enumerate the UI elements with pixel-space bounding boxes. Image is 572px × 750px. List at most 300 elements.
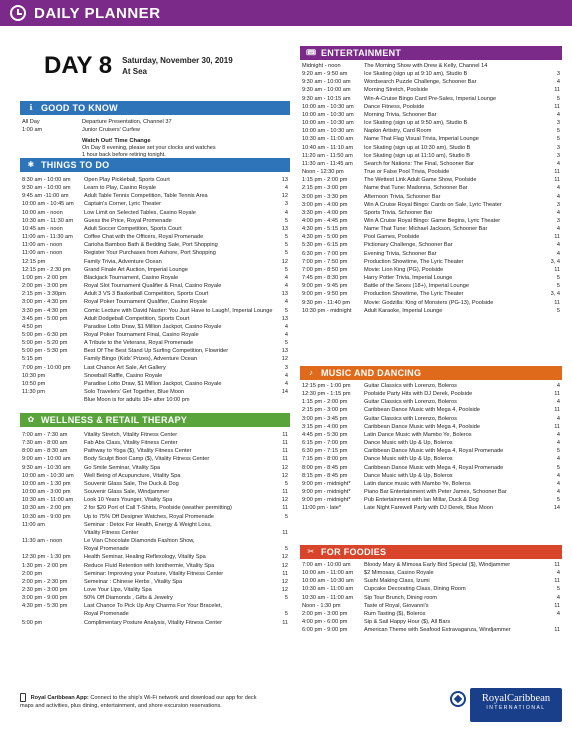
list-item — [22, 431, 288, 439]
list-item — [302, 299, 560, 307]
item-time: 4:30 pm - 5:15 pm — [302, 226, 348, 233]
item-deck: 11 — [554, 234, 560, 241]
item-time: 6:15 pm - 7:00 pm — [302, 440, 348, 447]
item-event: Movie: Lion King (PG), Poolside — [364, 266, 444, 273]
item-event: Latin dance music with Mambo Ye, Boleros — [364, 480, 471, 487]
list-item — [22, 176, 288, 184]
item-time: 4:00 pm - 4:45 pm — [302, 217, 348, 224]
item-time: 11:00 am - noon — [22, 242, 63, 249]
foodies-list — [302, 561, 560, 634]
item-time: 7:00 am - 10:00 am — [302, 562, 351, 568]
phone-icon — [20, 693, 26, 702]
item-deck: 5 — [556, 136, 560, 143]
item-deck: 5 — [556, 586, 560, 593]
item-deck: 3, 4 — [550, 258, 560, 265]
item-time: 10:30 am - 11:00 am — [22, 497, 74, 504]
list-item — [302, 86, 560, 94]
wellness-list — [22, 431, 288, 627]
list-item — [302, 488, 560, 496]
list-item — [22, 339, 288, 347]
item-time: 6:30 pm - 7:15 pm — [302, 448, 348, 455]
item-event: $2 Mimosas, Casino Royale — [364, 570, 434, 577]
fork-knife-icon: ✂ — [307, 547, 315, 556]
item-deck: 5 — [556, 307, 560, 314]
item-time: 9:30 am - 10:00 am — [302, 79, 351, 86]
item-deck: 3 — [556, 120, 560, 127]
item-deck: 4 — [556, 480, 560, 487]
item-time: 2:00 pm - 3:00 pm — [302, 610, 348, 617]
item-deck: 5 — [556, 95, 560, 102]
good-to-know-list — [22, 118, 288, 134]
item-time: 3:30 pm - 4:30 pm — [22, 307, 68, 314]
item-time: 10:00 am - 1:30 pm — [22, 480, 71, 487]
brand-logo: RoyalCaribbean INTERNATIONAL — [470, 688, 562, 722]
item-time: 8:30 am - 10:00 am — [22, 177, 71, 183]
item-time: 12:15 pm - 1:00 pm — [302, 383, 351, 389]
item-time: 10:00 am - 3:00 pm — [22, 489, 71, 496]
item-event: Dance Music with Up & Up, Boleros — [364, 456, 453, 463]
list-item — [302, 184, 560, 192]
item-deck — [546, 62, 560, 70]
item-deck: 11 — [554, 391, 560, 398]
list-item — [302, 95, 560, 103]
item-event: Reduce Fluid Retention with Ionithermie, Vitality Spa — [84, 562, 215, 569]
item-deck: 3 — [556, 201, 560, 208]
list-item — [22, 447, 288, 455]
item-deck: 3 — [284, 364, 288, 371]
item-deck: 5 — [284, 595, 288, 602]
list-item — [302, 241, 560, 249]
item-time: 7:00 pm - 7:50 pm — [302, 258, 348, 265]
item-event: Solo Travelers' Get Together, Blue Moon — [84, 389, 185, 396]
list-item — [22, 545, 288, 553]
item-event: Pub Entertainment with Ian Millar, Duck & Dog — [364, 497, 479, 504]
list-item — [22, 298, 288, 306]
list-item — [302, 274, 560, 282]
list-item — [302, 250, 560, 258]
item-deck: 4 — [284, 380, 288, 387]
item-deck: 11 — [554, 602, 560, 609]
item-time: 6:00 pm - 9:00 pm — [302, 627, 348, 634]
item-deck: 12 — [281, 464, 288, 471]
item-time: 10:00 am - 10:30 am — [302, 103, 354, 110]
list-item — [302, 382, 560, 390]
item-event: Pool Games, Poolside — [364, 234, 420, 241]
item-event: Morning Stretch, Poolside — [364, 87, 429, 94]
crown-anchor-icon — [450, 691, 466, 707]
item-deck: 5 — [284, 340, 288, 347]
clock-icon — [10, 5, 26, 21]
item-deck: 5 — [556, 497, 560, 504]
item-deck: 4 — [556, 456, 560, 463]
item-event: Coffee Chat with the Officers, Royal Promenade — [84, 234, 204, 241]
list-item — [22, 488, 288, 496]
item-event: Afternoon Trivia, Schooner Bar — [364, 193, 441, 200]
item-time: 3:00 pm - 4:00 pm — [302, 201, 348, 208]
item-deck: 11 — [282, 505, 288, 512]
item-event: Production Showtime, The Lyric Theater — [364, 258, 464, 265]
item-deck: 4 — [556, 594, 560, 601]
item-event: Royal Promenade — [84, 546, 129, 553]
item-deck: 3 — [556, 71, 560, 78]
item-time: Noon - 12:30 pm — [302, 169, 344, 176]
item-time: 4:45 pm - 5:30 pm — [302, 431, 348, 438]
item-deck: 11 — [554, 177, 560, 184]
item-time: 9:00 pm - midnight* — [302, 480, 351, 487]
info-icon: ℹ — [29, 103, 33, 112]
item-time: 9:00 pm - midnight* — [302, 489, 351, 496]
item-event: Piano Bar Entertainment with Peter James, Schooner Bar — [364, 489, 507, 496]
item-time: 9:00 pm - midnight* — [302, 497, 351, 504]
list-item — [22, 602, 288, 610]
item-time: 10:00 am - 10:30 am — [302, 120, 354, 127]
list-item — [302, 398, 560, 406]
item-event: Guitar Classics with Lorenzo, Boleros — [364, 399, 457, 406]
list-item — [22, 217, 288, 225]
list-item: 1:00 am Junior Cruisers' Curfew — [22, 127, 140, 134]
list-item — [22, 282, 288, 290]
item-deck: 4 — [556, 415, 560, 422]
item-deck: 4 — [284, 331, 288, 338]
list-item — [302, 127, 560, 135]
item-event: Royal Promenade — [84, 611, 129, 618]
item-deck — [274, 396, 288, 404]
list-item — [22, 307, 288, 315]
item-deck: 11 — [554, 103, 560, 110]
item-event: Name That Tune: Michael Jackson, Schooner Bar — [364, 226, 488, 233]
list-item — [302, 585, 560, 593]
item-deck: 11 — [554, 423, 560, 430]
item-event: Last Chance To Pick Up Any Charms For Your Bracelet, — [84, 603, 222, 610]
item-event: Name That Flag Visual Trivia, Imperial Lounge — [364, 136, 479, 143]
list-item — [22, 266, 288, 274]
item-deck: 11 — [554, 562, 560, 568]
item-event: 50% Off Diamonds , Gifts & Jewelry — [84, 595, 173, 602]
item-time: 3:45 pm - 5:00 pm — [22, 315, 68, 322]
wellness-icon: ✿ — [27, 415, 35, 424]
item-time: 2:15 pm - 3:00 pm — [302, 407, 348, 414]
item-event: Family Bingo (Kids' Prizes), Adventure Ocean — [84, 356, 197, 363]
item-deck: 4 — [556, 440, 560, 447]
item-deck: 5 — [284, 266, 288, 273]
section-entertainment: 🎟 ENTERTAINMENT — [300, 46, 562, 60]
item-time: 10:00 am - 10:30 am — [302, 111, 354, 118]
day-date-block — [122, 52, 233, 77]
item-event: Vitality Fitness Center — [84, 529, 139, 536]
item-event: Look 10 Years Younger, Vitality Spa — [84, 497, 173, 504]
item-event: Movie: Godzilla: King of Monsters (PG-13), Poolside — [364, 299, 494, 306]
item-deck: 11 — [282, 448, 288, 455]
entertainment-list — [302, 62, 560, 315]
item-event: True or False Pool Trivia, Poolside — [364, 169, 450, 176]
item-deck: 5 — [556, 128, 560, 135]
item-time: 9:00 pm - 9:50 pm — [302, 291, 348, 298]
list-item — [22, 258, 288, 266]
item-deck: 5 — [284, 217, 288, 224]
item-deck: 4 — [556, 399, 560, 406]
item-event: Go Smile Seminar, Vitality Spa — [84, 464, 161, 471]
item-deck: 12 — [281, 586, 288, 593]
list-item — [22, 380, 288, 388]
item-event: Pathway to Yoga ($), Vitality Fitness Center — [84, 448, 192, 455]
list-item — [22, 521, 288, 529]
item-deck: 4 — [556, 489, 560, 496]
item-event: Comic Lecture with David Naster: You Just Have to Laugh!, Imperial Lounge — [84, 307, 273, 314]
list-item — [22, 200, 288, 208]
item-deck: 4 — [556, 209, 560, 216]
item-event: Late Night Farewell Party with DJ Derek, Blue Moon — [364, 505, 494, 512]
item-deck: 3 — [556, 217, 560, 224]
item-deck: 3 — [556, 152, 560, 159]
item-time: 12:30 pm - 1:15 pm — [302, 391, 351, 398]
item-deck: 3 — [556, 144, 560, 151]
item-time: 12:30 pm - 1:30 pm — [22, 554, 71, 561]
item-event: Le Vian Chocolate Diamonds Fashion Show, — [84, 538, 195, 545]
item-event: Production Showtime, The Lyric Theater — [364, 291, 464, 298]
item-time: 7:00 pm - 8:50 pm — [302, 266, 348, 273]
list-item — [302, 233, 560, 241]
item-deck: 5 — [284, 513, 288, 520]
item-event: Morning Trivia, Schooner Bar — [364, 111, 437, 118]
list-item — [302, 70, 560, 78]
item-time: 10:00 am - 10:30 am — [302, 128, 354, 135]
item-event: Register Your Purchases from Ashore, Port Shopping — [84, 250, 216, 257]
list-item — [302, 464, 560, 472]
item-time: 10:30 pm - midnight — [302, 307, 352, 314]
list-item — [302, 193, 560, 201]
item-deck: 5 — [284, 611, 288, 618]
day-info — [44, 52, 284, 88]
item-time: 4:30 pm - 5:00 pm — [302, 234, 348, 241]
list-item — [22, 184, 288, 192]
item-time: 5:00 pm - 5:20 pm — [22, 340, 68, 347]
item-deck: 12 — [281, 497, 288, 504]
item-event: Sushi Making Class, Izumi — [364, 578, 430, 585]
item-event: Search for Nations: The Final, Schooner Bar — [364, 160, 474, 167]
list-item — [302, 415, 560, 423]
item-time: 11:00 am — [22, 521, 45, 528]
item-event: Ice Skating (sign up at 11:10 am), Studio B — [364, 152, 470, 159]
item-event: Paradise Lotto Draw, $1 Million Jackpot, Casino Royale — [84, 380, 222, 387]
list-item — [22, 562, 288, 570]
item-deck: 4 — [556, 250, 560, 257]
item-time: 3:30 pm - 4:00 pm — [302, 209, 348, 216]
list-item — [302, 480, 560, 488]
item-event: Latin Dance Music with Mambo Ye, Boleros — [364, 431, 472, 438]
item-deck — [274, 521, 288, 529]
item-deck: 11 — [282, 529, 288, 536]
item-time: 11:00 am - noon — [22, 250, 63, 257]
item-event: Learn to Play, Casino Royale — [84, 185, 157, 192]
list-item — [302, 160, 560, 168]
list-item — [302, 569, 560, 577]
item-event: Well Being of Acupuncture, Vitality Spa — [84, 472, 181, 479]
item-deck: 11 — [554, 299, 560, 306]
item-time: 4:30 pm - 5:30 pm — [22, 603, 68, 610]
walker-icon: ✱ — [27, 160, 35, 169]
list-item — [22, 496, 288, 504]
item-deck — [546, 618, 560, 626]
item-deck: 4 — [556, 185, 560, 192]
item-deck: 14 — [553, 505, 560, 512]
item-time: 10:00 am - 10:30 am — [302, 578, 354, 585]
item-event: Grand Finale Art Auction, Imperial Lounge — [84, 266, 188, 273]
item-event: Sip Tour Brunch, Dining room — [364, 594, 437, 601]
item-time: 11:30 am - noon — [22, 538, 63, 545]
item-time: 10:30 pm — [22, 372, 46, 379]
item-time: 1:15 pm - 2:00 pm — [302, 399, 348, 406]
item-event: The Wettest Link Adult Game Show, Poolside — [364, 177, 477, 184]
list-item — [22, 439, 288, 447]
item-time: 10:30 am - 11:00 am — [302, 136, 354, 143]
list-item — [302, 217, 560, 225]
item-event: Win-A-Cruise Bingo Card Pre-Sales, Imperial Lounge — [364, 95, 497, 102]
item-time: 2:00 pm — [22, 570, 43, 577]
item-deck: 12 — [281, 562, 288, 569]
list-item — [302, 168, 560, 176]
list-item — [22, 504, 288, 512]
item-event: Guitar Classics with Lorenzo, Boleros — [364, 415, 457, 422]
item-event: Bloody Mary & Mimosa Early Bird Special ($), Windjammer — [364, 562, 511, 568]
item-deck: 11 — [282, 432, 288, 438]
item-deck: 4 — [556, 242, 560, 249]
item-event: Captain's Corner, Lyric Theater — [84, 201, 161, 208]
item-event: Harry Potter Trivia, Imperial Lounge — [364, 275, 453, 282]
item-deck: 12 — [281, 578, 288, 585]
item-time: 10:00 am - 11:00 am — [302, 570, 354, 577]
item-deck: 13 — [281, 225, 288, 232]
header-bar — [0, 0, 572, 26]
item-event: Caribbean Dance Music with Mega 4, Royal Promenade — [364, 464, 504, 471]
item-time: 10:00 am - 10:30 am — [22, 472, 74, 479]
item-event: Souvenir Glass Sale, The Duck & Dog — [84, 480, 179, 487]
section-good-to-know: ℹ GOOD TO KNOW — [20, 101, 290, 115]
item-time: 8:00 am - 8:30 am — [22, 448, 68, 455]
item-deck: 4 — [556, 570, 560, 577]
item-time: 12:15 pm - 2:30 pm — [22, 266, 71, 273]
list-item — [22, 364, 288, 372]
item-time: 3:00 pm - 4:30 pm — [22, 299, 68, 306]
item-event: Ice Skating (sign up at 9:10 am), Studio B — [364, 71, 468, 78]
list-item — [22, 610, 288, 618]
list-item — [22, 388, 288, 396]
item-time: 7:45 pm - 8:30 pm — [302, 275, 348, 282]
item-time: 8:15 pm - 8:45 pm — [302, 472, 348, 479]
item-time: 1:15 pm - 2:00 pm — [302, 177, 348, 184]
item-time — [22, 545, 84, 553]
item-deck: 12 — [281, 193, 288, 200]
item-event: Snowball Raffle, Casino Royale — [84, 372, 163, 379]
item-deck: 4 — [284, 209, 288, 216]
item-time: 10:30 am - 11:00 am — [302, 586, 354, 593]
item-event: Ice Skating (sign up at 9:50 am), Studio B — [364, 120, 468, 127]
item-time: 10:30 am - 9:00 pm — [22, 513, 71, 520]
item-event: Ice Skating (sign up at 10:30 am), Studio B — [364, 144, 471, 151]
item-time: 11:00 pm - late* — [302, 505, 342, 512]
item-event: Seminar : Detox For Health, Energy & Weight Loss, — [84, 521, 212, 528]
list-item — [302, 225, 560, 233]
item-time: 11:00 am - 11:30 am — [22, 234, 73, 241]
item-event: Wordsearch Puzzle Challenge, Schooner Bar — [364, 79, 477, 86]
things-to-do-list — [22, 176, 288, 404]
item-event: Souvenir Glass Sale, Windjammer — [84, 489, 170, 496]
item-time: 5:15 pm — [22, 356, 43, 363]
item-deck — [274, 602, 288, 610]
item-deck: 5 — [284, 307, 288, 314]
item-event: Adult Karaoke, Imperial Lounge — [364, 307, 443, 314]
list-item — [22, 464, 288, 472]
item-deck: 4 — [556, 610, 560, 617]
item-deck: 3, 4 — [550, 291, 560, 298]
item-deck: 4 — [556, 79, 560, 86]
list-item — [22, 594, 288, 602]
item-event: American Theme with Seafood Extravaganza, Windjammer — [364, 627, 511, 634]
list-item — [302, 144, 560, 152]
item-event: 2 for $20 Port of Call T-Shirts, Poolside (weather permitting) — [84, 505, 232, 512]
list-item — [302, 390, 560, 398]
list-item — [302, 282, 560, 290]
list-item — [22, 249, 288, 257]
item-event: Royal Poker Tournament Final, Casino Royale — [84, 331, 199, 338]
list-item — [22, 241, 288, 249]
item-deck: 13 — [281, 348, 288, 355]
item-event: Family Trivia, Adventure Ocean — [84, 258, 162, 265]
item-time: 10:30 am - 11:30 am — [22, 217, 74, 224]
item-time: 6:30 pm - 7:00 pm — [302, 250, 348, 257]
item-event: Carioha Bamboo Bath & Bedding Sale, Port Shopping — [84, 242, 218, 249]
item-deck: 11 — [554, 266, 560, 273]
section-things-to-do: ✱ THINGS TO DO — [20, 158, 290, 172]
item-deck: 11 — [282, 570, 288, 577]
day-label: DAY 8 — [44, 52, 113, 79]
item-event: Guess the Price, Royal Promenade — [84, 217, 172, 224]
list-item — [302, 472, 560, 480]
item-time: 10:30 am - 11:00 am — [302, 594, 354, 601]
page-title: DAILY PLANNER — [34, 4, 161, 22]
day-date: Saturday, November 30, 2019 — [122, 56, 233, 65]
item-time: 3:00 pm - 3:30 pm — [302, 193, 348, 200]
list-item — [22, 619, 288, 627]
item-time: 2:00 pm - 2:30 pm — [22, 578, 68, 585]
item-deck: 4 — [556, 193, 560, 200]
list-item — [302, 290, 560, 298]
item-event: Pictionary Challenge, Schooner Bar — [364, 242, 453, 249]
list-item — [22, 192, 288, 200]
item-deck: 4 — [284, 372, 288, 379]
item-time: 7:00 pm - 10:00 pm — [22, 364, 71, 371]
music-note-icon: ♪ — [308, 368, 314, 377]
item-event: Dance Music with Up & Up, Boleros — [364, 472, 453, 479]
item-event: Best Of The Best Stand Up Surfing Competition, Flowrider — [84, 348, 229, 355]
item-deck — [274, 537, 288, 545]
list-item — [22, 529, 288, 537]
item-deck: 11 — [554, 169, 560, 176]
item-time: 7:00 am - 7:30 am — [22, 432, 68, 438]
item-deck: 11 — [554, 407, 560, 414]
item-time: 11:30 am - 11:45 am — [302, 160, 353, 167]
item-time: 1:00 pm - 2:00 pm — [22, 274, 68, 281]
item-time: 7:15 pm - 8:00 pm — [302, 456, 348, 463]
item-time: 10:30 am - 2:00 pm — [22, 505, 71, 512]
item-event: Evening Trivia, Schooner Bar — [364, 250, 437, 257]
list-item — [302, 266, 560, 274]
list-item — [302, 62, 560, 70]
list-item — [302, 423, 560, 431]
item-time — [22, 396, 84, 404]
day-location: At Sea — [122, 67, 147, 76]
section-music: ♪ MUSIC AND DANCING — [300, 366, 562, 380]
item-event: Health Seminar, Healing Reflexology, Vitality Spa — [84, 554, 206, 561]
